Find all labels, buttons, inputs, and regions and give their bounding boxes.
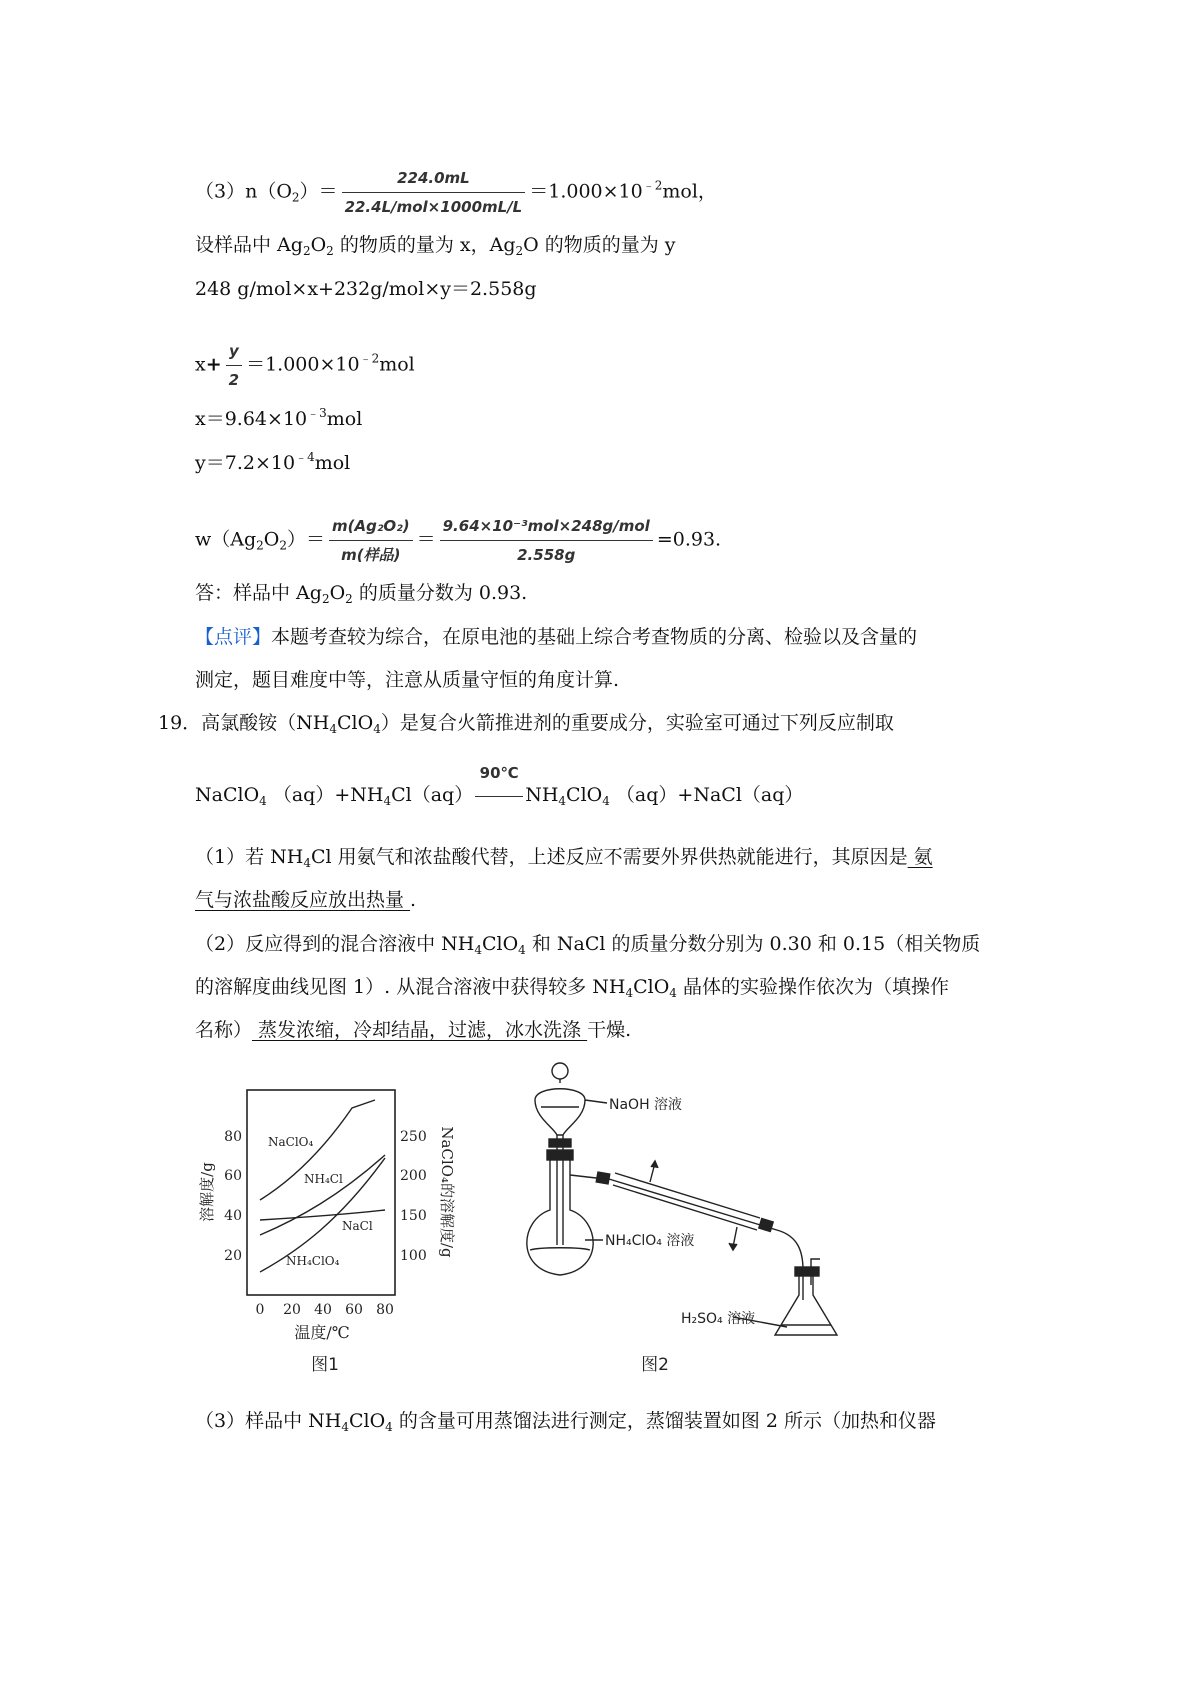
funnel-stopper	[552, 1063, 568, 1079]
reaction-arrow: 90℃	[473, 782, 525, 808]
calc-line-mass-equation: 248 g/mol×x+232g/mol×y＝2.558g	[195, 278, 537, 300]
q19-part3-line1: （3）样品中 $NH_4ClO_4$ 的含量可用蒸馏法进行测定，蒸馏装置如图 2 所示（加热和仪器	[195, 1410, 937, 1434]
q19-equation: NaClO$_4$ $(aq)+NH_4Cl(aq)$ 90℃ $NH_4ClO_4$ （aq）+NaCl（aq）	[195, 764, 804, 808]
comment-line-2: 测定，题目难度中等，注意从质量守恒的角度计算.	[195, 669, 620, 691]
calc-line-mass-fraction: $w(Ag_2O_2)=$ $\frac{\text{m(Ag₂O₂)}}{\text{m(样品)}}$ ＝ $\frac{\text{9.64×10⁻³mol×248g/mol}}{2.558g}$ =0.93.	[195, 513, 721, 568]
y-tick-40: 40	[224, 1208, 242, 1224]
fraction-mass-ratio: $\frac{\text{m(Ag₂O₂)}}{\text{m(样品)}}$	[329, 513, 413, 568]
figure-1-solubility-chart	[190, 1080, 480, 1380]
answer-blank-2: 蒸发浓缩，冷却结晶，过滤，冰水洗涤	[252, 1019, 588, 1041]
label-nh4clo4: NH₄ClO₄	[286, 1254, 340, 1268]
leader-naoh	[585, 1100, 607, 1103]
arrow-in	[729, 1243, 737, 1250]
y-tick-20: 20	[224, 1248, 242, 1264]
label-flask-solution: NH₄ClO₄ 溶液	[605, 1233, 695, 1249]
x-tick-60: 60	[345, 1302, 363, 1318]
q19-part1-line2: 气与浓盐酸反应放出热量 .	[195, 889, 417, 911]
y2-tick-100: 100	[400, 1248, 427, 1264]
comment-tag: 【点评】	[195, 626, 272, 648]
x-tick-0: 0	[255, 1302, 265, 1318]
q19-part1-line1: （1）若 $NH_4Cl$ 用氨气和浓盐酸代替，上述反应不需要外界供热就能进行，其原因是 氨	[195, 846, 933, 870]
tube-joint-1	[596, 1172, 610, 1184]
label-nacl: NaCl	[342, 1219, 373, 1233]
q19-part2-line2: 的溶解度曲线见图 1）. 从混合溶液中获得较多 $NH_4ClO_4$ 晶体的实验操作依次为（填操作	[195, 976, 949, 1000]
y2-axis-label: NaClO₄的溶解度/g	[438, 1126, 456, 1258]
x-tick-40: 40	[314, 1302, 332, 1318]
y2-tick-250: 250	[400, 1129, 427, 1145]
label-nh4cl: NH₄Cl	[304, 1172, 343, 1186]
calc-line-y-result: $y=7.2\times 10^{﹣4}mol$	[195, 450, 351, 474]
flask-liquid	[530, 1248, 590, 1250]
q19-stem: 19．高氯酸铵$(NH_4ClO_4)$是复合火箭推进剂的重要成分，实验室可通过下列反应制取	[158, 712, 894, 736]
comment-line-1: 【点评】本题考查较为综合，在原电池的基础上综合考查物质的分离、检验以及含量的	[195, 626, 918, 648]
figure-1-caption: 图1	[311, 1355, 339, 1375]
flask-stopper	[547, 1150, 573, 1160]
figure-2-caption: 图2	[641, 1355, 669, 1375]
y2-tick-150: 150	[400, 1208, 427, 1224]
calc-line-let-x-y: 设样品中 $Ag_2O_2$ 的物质的量为 x，$Ag_2O$ 的物质的量为 y	[195, 234, 676, 258]
arrow-up	[651, 1161, 658, 1168]
fraction-numeric: $\frac{\text{9.64×10⁻³mol×248g/mol}}{2.558g}$	[440, 513, 653, 568]
label-naoh-solution: NaOH 溶液	[609, 1097, 683, 1113]
round-bottom-flask	[527, 1155, 593, 1275]
flask-stopper-2	[795, 1267, 819, 1276]
calc-line-x-result: $x=9.64\times 10^{﹣3}mol$	[195, 406, 363, 430]
funnel-stopcock	[549, 1139, 571, 1147]
figure-2-distillation-apparatus	[505, 1055, 885, 1385]
answer-blank-1b: 气与浓盐酸反应放出热量	[195, 889, 411, 911]
condenser-outer	[613, 1173, 760, 1230]
y-tick-80: 80	[224, 1129, 242, 1145]
q19-part2-line1: （2）反应得到的混合溶液中 $NH_4ClO_4$ 和 NaCl 的质量分数分别为 0.30 和 0.15（相关物质	[195, 933, 981, 957]
x-tick-80: 80	[376, 1302, 394, 1318]
label-h2so4-solution: H₂SO₄ 溶液	[681, 1311, 756, 1327]
answer-blank-1a: 氨	[907, 846, 933, 868]
fraction-y-over-2: $\frac{y}{2}$	[226, 338, 242, 393]
y-axis-label: 溶解度/g	[198, 1162, 216, 1222]
calc-line-n-o2: $(3)n(O_2)=$ $\frac{224.0mL}{\text{22.4L/mol×1000mL/L}}$ $=1.000\times 10^{﹣2}mol$，	[195, 165, 717, 220]
q19-part2-line3: 名称） 蒸发浓缩，冷却结晶，过滤，冰水洗涤 干燥.	[195, 1019, 632, 1041]
answer-line: 答：样品中 $Ag_2O_2$ 的质量分数为 0.93.	[195, 582, 528, 606]
label-naclo4: NaClO₄	[268, 1135, 314, 1149]
y2-tick-200: 200	[400, 1168, 427, 1184]
condenser-inner	[609, 1179, 780, 1231]
fraction-n-o2: $\frac{224.0mL}{\text{22.4L/mol×1000mL/L}}$	[342, 165, 526, 220]
calc-line-mole-equation: x+ $\frac{y}{2}$ $=1.000\times 10^{﹣2}mol$	[195, 338, 415, 393]
y-tick-60: 60	[224, 1168, 242, 1184]
x-axis-label: 温度/℃	[294, 1323, 350, 1342]
tube-joint-2	[759, 1218, 773, 1231]
x-tick-20: 20	[283, 1302, 301, 1318]
